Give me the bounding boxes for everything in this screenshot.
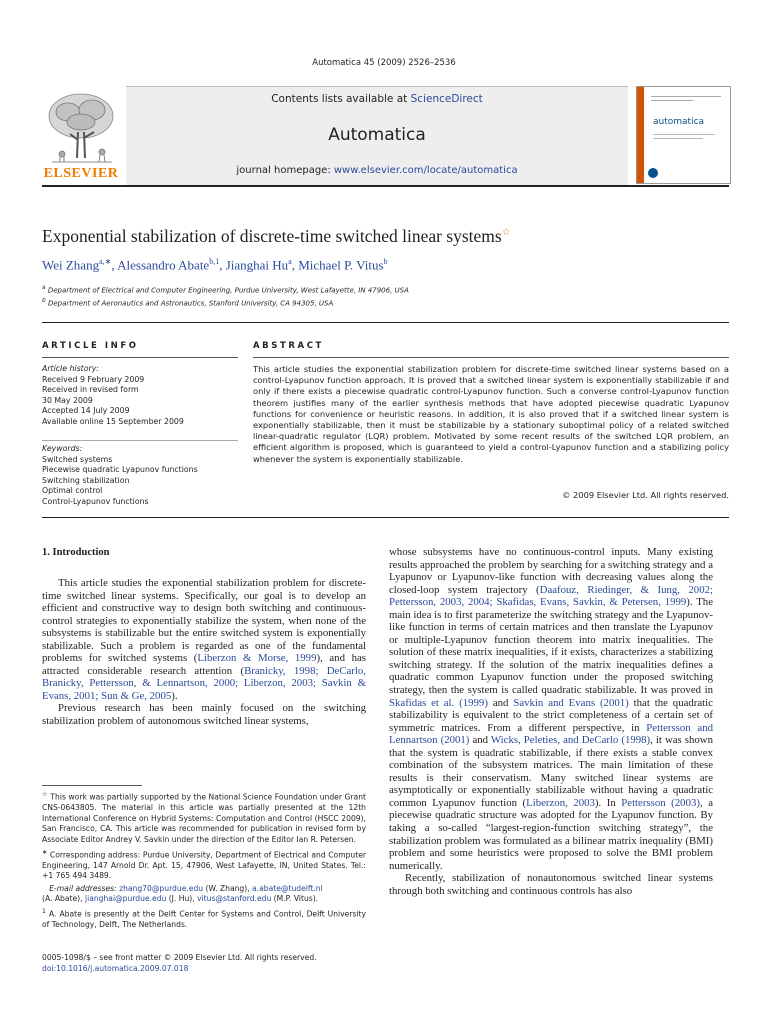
- text-run: that the quadratic stabilizability is equivalent to the strict completeness of a certain set of symmetric matrices. From a different perspective, in: [389, 696, 713, 734]
- text-run: This article studies the exponential stabilization problem for discrete-time switched linear systems. Specifically, our goal is to develop an efficient and constructive way to design both switching and continuous-control strategies to exponentially stabilize the system, when none of the subsystems is stabilizable but the entire switched system is exponentially stabilizable. Such a problem is regarded as one of the fundamental problems for switched systems (: [42, 577, 366, 665]
- cover-color-strip: [637, 87, 644, 183]
- citation-link[interactable]: Liberzon, 2003: [526, 796, 595, 809]
- article-info-heading: ARTICLE INFO: [42, 341, 139, 351]
- text-run: , it was shown that the system is quadratic stabilizable, if there exists a stable convex combination of the subsystem matrices. The main limitation of these results is their conservatism. Many switched linear systems are asymptotically or exponentially stabilizable without having a quadratic common Lyapunov function (: [389, 734, 713, 809]
- footnote-rule: [42, 785, 142, 786]
- text-run: (A. Abate),: [42, 894, 85, 904]
- citation-link[interactable]: Pettersson (2003): [621, 796, 700, 809]
- affiliation-a: [42, 285, 409, 294]
- author-separator: ,: [111, 257, 118, 273]
- history-item: Received 9 February 2009: [42, 374, 145, 384]
- contents-line: [126, 93, 628, 105]
- header-box: [126, 86, 628, 185]
- author-affiliation-mark[interactable]: b,1: [209, 257, 220, 266]
- citation-link[interactable]: Liberzon & Morse, 1999: [197, 652, 317, 665]
- left-column: [42, 577, 366, 728]
- paragraph: Previous research has been mainly focused on the switching stabilization problem of autonomous switched linear systems,: [42, 702, 366, 728]
- footnote-mark: ∗: [42, 848, 48, 856]
- right-column: [389, 546, 713, 897]
- keywords-label: Keywords:: [42, 444, 83, 453]
- cover-title: automatica: [653, 117, 705, 127]
- affiliation-text: Department of Aeronautics and Astronautics, Stanford University, CA 94305, USA: [47, 299, 334, 308]
- text-run: ).: [171, 689, 178, 702]
- history-item: 30 May 2009: [42, 395, 93, 405]
- section-heading-introduction: 1. Introduction: [42, 547, 110, 558]
- copyright-line: © 2009 Elsevier Ltd. All rights reserved.: [562, 490, 729, 500]
- journal-citation: Automatica 45 (2009) 2526–2536: [312, 58, 456, 68]
- journal-homepage-link[interactable]: www.elsevier.com/locate/automatica: [333, 165, 518, 176]
- keyword-item: Piecewise quadratic Lyapunov functions: [42, 465, 198, 474]
- text-run: (W. Zhang),: [203, 883, 253, 893]
- citation-link[interactable]: Daafouz, Riedinger, & Iung, 2002; Pettersson, 2003, 2004; Skafidas, Evans, Savkin, & Petersen, 1999: [389, 583, 714, 609]
- divider: [42, 357, 238, 358]
- cover-emblem-icon: [647, 167, 659, 179]
- author-name[interactable]: Alessandro Abate: [117, 257, 210, 273]
- front-matter: [42, 952, 317, 974]
- contents-prefix: Contents lists available at: [271, 93, 411, 105]
- title-footnote-mark[interactable]: ☆: [501, 227, 511, 239]
- email-link[interactable]: zhang70@purdue.edu: [119, 883, 204, 893]
- author-affiliation-mark[interactable]: a,∗: [99, 257, 112, 266]
- history-item: Available online 15 September 2009: [42, 416, 184, 426]
- citation-link[interactable]: Branicky, 1998; DeCarlo, Branicky, Pettersson, & Lennartson, 2000; Liberzon, 2003; Savkin & Evans, 2001; Sun & Ge, 2005: [42, 664, 367, 702]
- citation-link[interactable]: Skafidas et al. (1999): [389, 696, 488, 709]
- footnote-text: A. Abate is presently at the Delft Center for Systems and Control, Delft University of Technology, Delft, The Netherlands.: [42, 909, 366, 930]
- keyword-item: Switching stabilization: [42, 475, 130, 485]
- footnote-funding: [42, 790, 366, 846]
- divider: [253, 357, 729, 358]
- author-affiliation-mark[interactable]: b: [383, 257, 388, 266]
- doi-link[interactable]: doi:10.1016/j.automatica.2009.07.018: [42, 964, 189, 973]
- author-name[interactable]: Michael P. Vitus: [298, 257, 384, 273]
- affiliation-mark: b: [42, 298, 46, 304]
- journal-name: Automatica: [328, 125, 426, 145]
- author-name[interactable]: Jianghai Hu: [225, 257, 289, 273]
- history-item: Received in revised form: [42, 385, 139, 394]
- divider: [42, 440, 238, 441]
- text-run: ). The main idea is to first parameterize the switching strategy and the Lyapunov-like function in terms of certain matrices and then translate the Lyapunov or multiple-Lyapunov function theorem into matrix inequalities. The solution of these matrix inequalities, if it exists, characterizes a stabilizing switching strategy. If the solution of the matrix inequalities defines a quadratic common Lyapunov function under the proposed switching strategy, then the system is called quadratic stabilizable. It was proved in: [389, 596, 713, 697]
- affiliation-b: [42, 298, 333, 307]
- text-run: whose subsystems have no continuous-control inputs. Many existing results approached the problem by searching for a switching strategy and a Lyapunov or Lyapunov-like function with decreasing values along the closed-loop system trajectory (: [389, 546, 713, 596]
- keyword-item: Optimal control: [42, 486, 103, 495]
- homepage-prefix: journal homepage:: [236, 165, 334, 176]
- cover-text-lines: [651, 93, 721, 104]
- footnote-mark: 1: [42, 908, 47, 915]
- author-affiliation-mark[interactable]: a: [288, 257, 292, 266]
- text-run: and: [469, 734, 491, 747]
- tree-logo-icon: [42, 88, 120, 168]
- keyword-item: Switched systems: [42, 454, 113, 464]
- header-rule: [42, 185, 729, 187]
- text-run: and: [487, 696, 514, 709]
- abstract-heading: ABSTRACT: [253, 341, 324, 351]
- divider: [42, 517, 729, 518]
- citation-link[interactable]: Wicks, Peleties, and DeCarlo (1998): [490, 734, 651, 747]
- keyword-item: Control-Lyapunov functions: [42, 496, 149, 506]
- sciencedirect-link[interactable]: ScienceDirect: [410, 93, 483, 105]
- email-link[interactable]: vitus@stanford.edu: [197, 894, 272, 904]
- author-name[interactable]: Wei Zhang: [42, 257, 100, 273]
- journal-header: [42, 86, 729, 186]
- footnote-text: Corresponding address: Purdue University, Department of Electrical and Computer Engineering, 147 Arnold Dr. Apt. 15, 47906, West Lafayette, IN, United States. Tel.: +1 765 494 3489.: [42, 850, 366, 881]
- text-run: ), and has attracted considerable research attention (: [42, 652, 366, 677]
- history-label: Article history:: [42, 364, 99, 373]
- text-run: (J. Hu),: [166, 894, 198, 904]
- issn-line: 0005-1098/$ – see front matter © 2009 Elsevier Ltd. All rights reserved.: [42, 953, 317, 962]
- email-link[interactable]: jianghai@purdue.edu: [84, 894, 167, 904]
- cover-subtitle-lines: [653, 131, 715, 142]
- footnote-emails: [42, 884, 366, 905]
- text-run: ). In: [594, 796, 622, 809]
- publisher-wordmark: ELSEVIER: [43, 166, 119, 181]
- paper-title-text: Exponential stabilization of discrete-time switched linear systems: [42, 226, 502, 246]
- paragraph: Recently, stabilization of nonautonomous switched linear systems through both switching and continuous controls has also: [389, 872, 713, 897]
- affiliation-mark: a: [42, 285, 46, 291]
- homepage-line: [126, 165, 628, 176]
- paper-title: [42, 226, 511, 247]
- abstract-text: This article studies the exponential stabilization problem for discrete-time switched linear systems based on a control-Lyapunov function approach. It is proved that a switched linear system is exponentially stabilizable if and only if there exists a piecewise quadratic control-Lyapunov function. Such a converse control-Lyapunov function theorem justifies many of the earlier synthesis methods that have adopted piecewise quadratic Lyapunov functions for convenience or heuristic reasons. In addition, it is also proved that if a switched linear system is exponentially stabilizable, then it must be stabilizable by a stationary suboptimal policy of a related switched linear-quadratic regulator (LQR) problem. Motivated by some recent results of the switched LQR problem, an efficient algorithm is proposed, which is guaranteed to yield a control-Lyapunov function and a stabilizing policy whenever the system is exponentially stabilizable.: [253, 364, 729, 464]
- keywords: [42, 444, 238, 507]
- text-run: (M.P. Vitus).: [271, 894, 319, 904]
- divider: [42, 322, 729, 323]
- paragraph: [389, 546, 713, 872]
- paragraph: [42, 577, 366, 702]
- footnote-affiliation: [42, 907, 366, 931]
- journal-cover-thumbnail: [636, 86, 731, 184]
- footnote-mark: ☆: [42, 791, 48, 798]
- footnotes: [42, 790, 366, 933]
- history-item: Accepted 14 July 2009: [42, 406, 130, 415]
- email-label: E-mail addresses:: [49, 883, 117, 893]
- text-run: , a piecewise quadratic structure was adopted for the Lyapunov function. By taking a so-called “largest-region-function switching strategy”, the stabilization problem was formulated as a bilinear matrix inequality (BMI) problem and some heuristics were proposed to solve the BMI problem numerically.: [389, 796, 713, 872]
- email-link[interactable]: a.abate@tudelft.nl: [252, 883, 323, 893]
- article-history: [42, 364, 238, 427]
- affiliation-text: Department of Electrical and Computer Engineering, Purdue University, West Lafayette, IN 47906, USA: [47, 286, 409, 295]
- footnote-text: This work was partially supported by the National Science Foundation under Grant CNS-0643805. The material in this article was partially presented at the 12th International Conference on Hybrid Systems: Computation and Control (HSCC 2009), San Francisco, CA. This article was recommended for publication in revised form by Associate Editor Andrey V. Savkin under the direction of the Editor Ian R. Petersen.: [42, 792, 366, 844]
- author-separator: ,: [219, 257, 226, 273]
- footnote-corresponding: [42, 848, 366, 882]
- author-separator: ,: [291, 257, 299, 273]
- citation-link[interactable]: Savkin and Evans (2001): [513, 696, 629, 709]
- author-list: [42, 257, 388, 273]
- citation-link[interactable]: Pettersson and Lennartson (2001): [389, 721, 713, 747]
